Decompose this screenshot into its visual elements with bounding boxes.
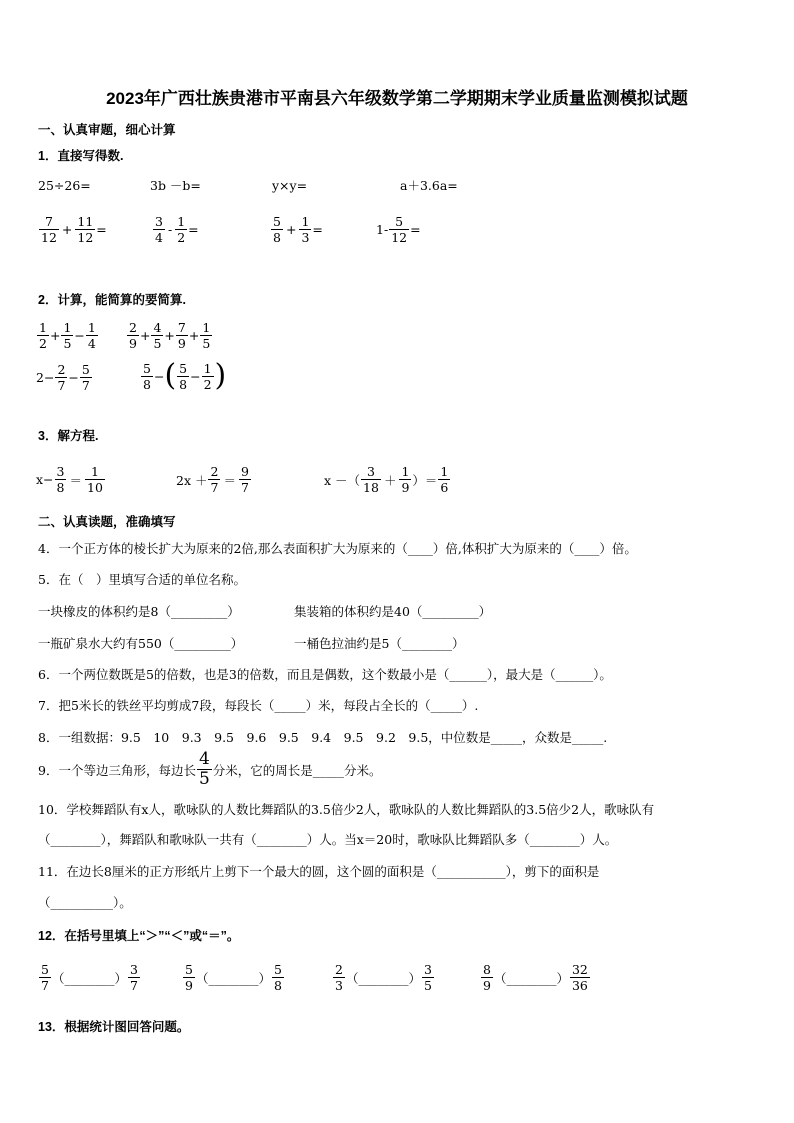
expression: 25÷26= (38, 178, 91, 193)
question-label: 12．在括号里填上“＞”“＜”或“＝”。 (38, 929, 240, 943)
question-label: 1．直接写得数. (38, 149, 124, 163)
expression: 1- $\frac{5}{12}$ = (376, 214, 421, 245)
question-label: 5．在（ ）里填写合适的单位名称。 (38, 572, 246, 587)
equation: x− $\frac{3}{8}$ ＝ 1 10 (36, 464, 103, 495)
fill-item: 一块橡皮的体积约是8（_________） (38, 604, 240, 619)
question-label: 13．根据统计图回答问题。 (38, 1020, 190, 1034)
question-text: 9．一个等边三角形，每边长 4 5 分米，它的周长是_____分米。 (38, 749, 382, 789)
equation: 2x ＋ 2 7 ＝ 9 7 (176, 464, 249, 495)
equation: x －（ 3 18 ＋ 1 9 ）＝ 1 6 (324, 464, 449, 495)
question-text: （__________）。 (38, 895, 132, 910)
expression: 7 12 + $\frac{11}{12}$ = (41, 214, 107, 245)
compare-item: 2 3 （________） 3 5 (335, 962, 432, 993)
expression: y×y= (272, 178, 308, 193)
question-text: 7．把5米长的铁丝平均剪成7段，每段长（_____）米，每段占全长的（_____）. (38, 698, 479, 713)
page-title: 2023年广西壮族贵港市平南县六年级数学第二学期期末学业质量监测模拟试题 (106, 89, 688, 108)
question-text: 8．一组数据：9.5 10 9.3 9.5 9.6 9.5 9.4 9.5 9.2 9.5，中位数是_____，众数是_____. (38, 730, 608, 745)
section-heading: 一、认真审题，细心计算 (38, 123, 176, 137)
question-text: 10．学校舞蹈队有x人，歌咏队的人数比舞蹈队的3.5倍少2人，歌咏队的人数比舞蹈队的3.5倍少2人，歌咏队有 (38, 802, 655, 817)
expression: 1 2 + $\frac{1}{5}$ − $\frac{1}{4}$ (39, 320, 96, 351)
expression: 3b －b= (150, 178, 201, 193)
fill-item: 集装箱的体积约是40（_________） (294, 604, 492, 619)
fill-item: 一桶色拉油约是5（________） (294, 636, 465, 651)
expression: 3 4 - $\frac{1}{2}$ = (155, 214, 199, 245)
question-label: 2．计算，能简算的要简算. (38, 293, 186, 307)
expression: 5 8 − ( 5 8 − $\frac{1}{2}$ ) (143, 358, 227, 393)
compare-item: 8 9 （________） 32 36 (483, 962, 588, 993)
expression: a＋3.6a= (400, 178, 458, 193)
compare-item: 5 7 （________） 3 7 (41, 962, 138, 993)
expression: 5 8 + $\frac{1}{3}$ = (273, 214, 323, 245)
question-text: （________），舞蹈队和歌咏队一共有（________）人。当x＝20时，歌咏队比舞蹈队多（________）人。 (38, 832, 618, 847)
question-text: 11．在边长8厘米的正方形纸片上剪下一个最大的圆，这个圆的面积是（___________），剪下的面积是 (38, 864, 600, 879)
question-text: 4．一个正方体的棱长扩大为原来的2倍,那么表面积扩大为原来的（____）倍,体积扩大为原来的（____）倍。 (38, 541, 637, 556)
expression: 2 9 + $\frac{4}{5}$ + $\frac{7}{9}$ + $\frac{1}{5}$ (129, 320, 211, 351)
question-text: 6．一个两位数既是5的倍数，也是3的倍数，而且是偶数，这个数最小是（______），最大是（______）。 (38, 667, 612, 682)
expression: 2− $\frac{2}{7}$ − $\frac{5}{7}$ (36, 362, 90, 393)
fill-item: 一瓶矿泉水大约有550（_________） (38, 636, 244, 651)
question-label: 3．解方程. (38, 429, 99, 443)
section-heading: 二、认真读题，准确填写 (38, 515, 176, 529)
compare-item: 5 9 （________） 5 8 (185, 962, 282, 993)
